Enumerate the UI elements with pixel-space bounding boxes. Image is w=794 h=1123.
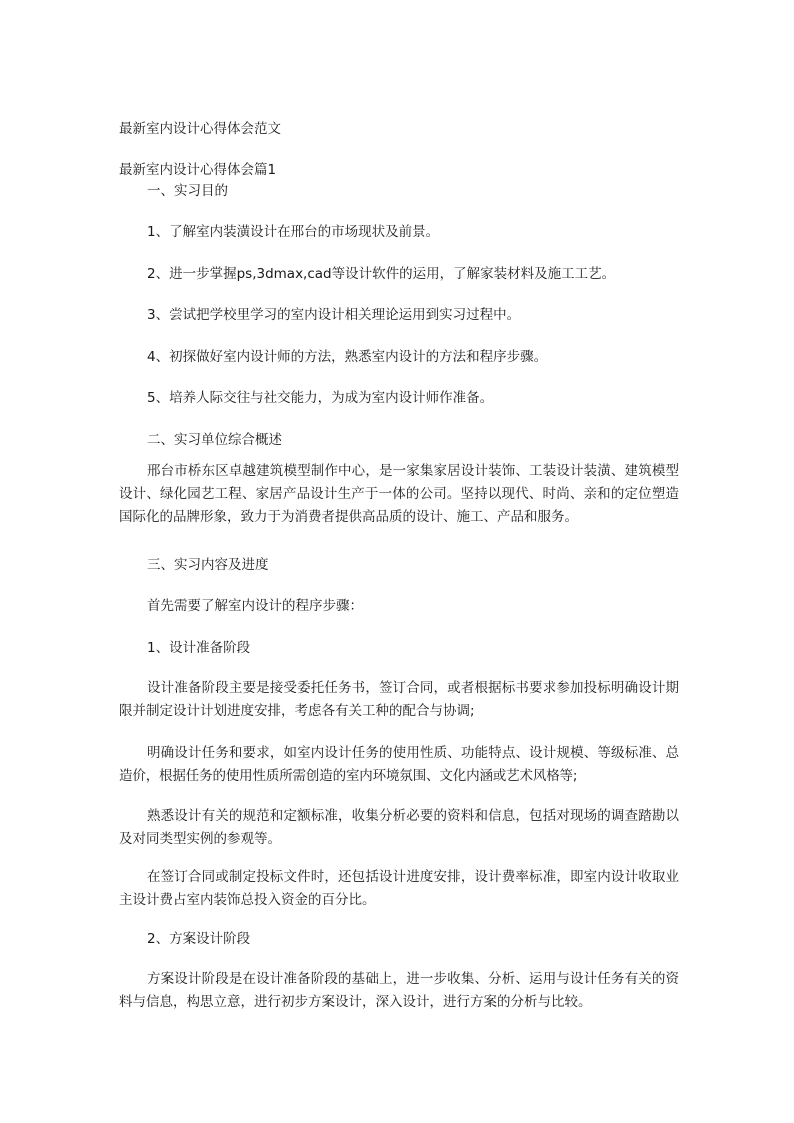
step-heading-2: 2、方案设计阶段: [147, 931, 251, 947]
list-item: 5、培养人际交往与社交能力，为成为室内设计师作准备。: [147, 390, 494, 406]
step1-paragraph: 设计准备阶段主要是接受委托任务书，签订合同，或者根据标书要求参加投标明确设计期限并制定设计计划进度安排，考虑各有关工种的配合与协调;: [119, 680, 679, 719]
step2-paragraph: 方案设计阶段是在设计准备阶段的基础上，进一步收集、分析、运用与设计任务有关的资料与信息，构思立意，进行初步方案设计，深入设计，进行方案的分析与比较。: [119, 971, 679, 1010]
document-subtitle: 最新室内设计心得体会篇1: [119, 162, 277, 178]
section-heading-3: 三、实习内容及进度: [147, 557, 269, 573]
section-intro: 首先需要了解室内设计的程序步骤：: [147, 598, 363, 614]
list-item: 3、尝试把学校里学习的室内设计相关理论运用到实习过程中。: [147, 307, 521, 323]
company-overview-paragraph: 邢台市桥东区卓越建筑模型制作中心，是一家集家居设计装饰、工装设计装潢、建筑模型设计、绿化园艺工程、家居产品设计生产于一体的公司。坚持以现代、时尚、亲和的定位塑造国际化的品牌形象，致力于为消费者提供高品质的设计、施工、产品和服务。: [119, 463, 679, 525]
section-heading-1: 一、实习目的: [147, 183, 228, 199]
step1-paragraph: 在签订合同或制定投标文件时，还包括设计进度安排，设计费率标准，即室内设计收取业主设计费占室内装饰总投入资金的百分比。: [119, 869, 679, 908]
section-heading-2: 二、实习单位综合概述: [147, 432, 282, 448]
document-title: 最新室内设计心得体会范文: [119, 121, 281, 137]
step1-paragraph: 明确设计任务和要求，如室内设计任务的使用性质、功能特点、设计规模、等级标准、总造价，根据任务的使用性质所需创造的室内环境氛围、文化内涵或艺术风格等;: [119, 745, 679, 784]
list-item: 2、进一步掌握ps,3dmax,cad等设计软件的运用，了解家装材料及施工工艺。: [147, 266, 616, 282]
step-heading-1: 1、设计准备阶段: [147, 640, 251, 656]
list-item: 4、初探做好室内设计师的方法，熟悉室内设计的方法和程序步骤。: [147, 349, 548, 365]
list-item: 1、了解室内装潢设计在邢台的市场现状及前景。: [147, 224, 440, 240]
step1-paragraph: 熟悉设计有关的规范和定额标准，收集分析必要的资料和信息，包括对现场的调查踏勘以及对同类型实例的参观等。: [119, 808, 679, 847]
